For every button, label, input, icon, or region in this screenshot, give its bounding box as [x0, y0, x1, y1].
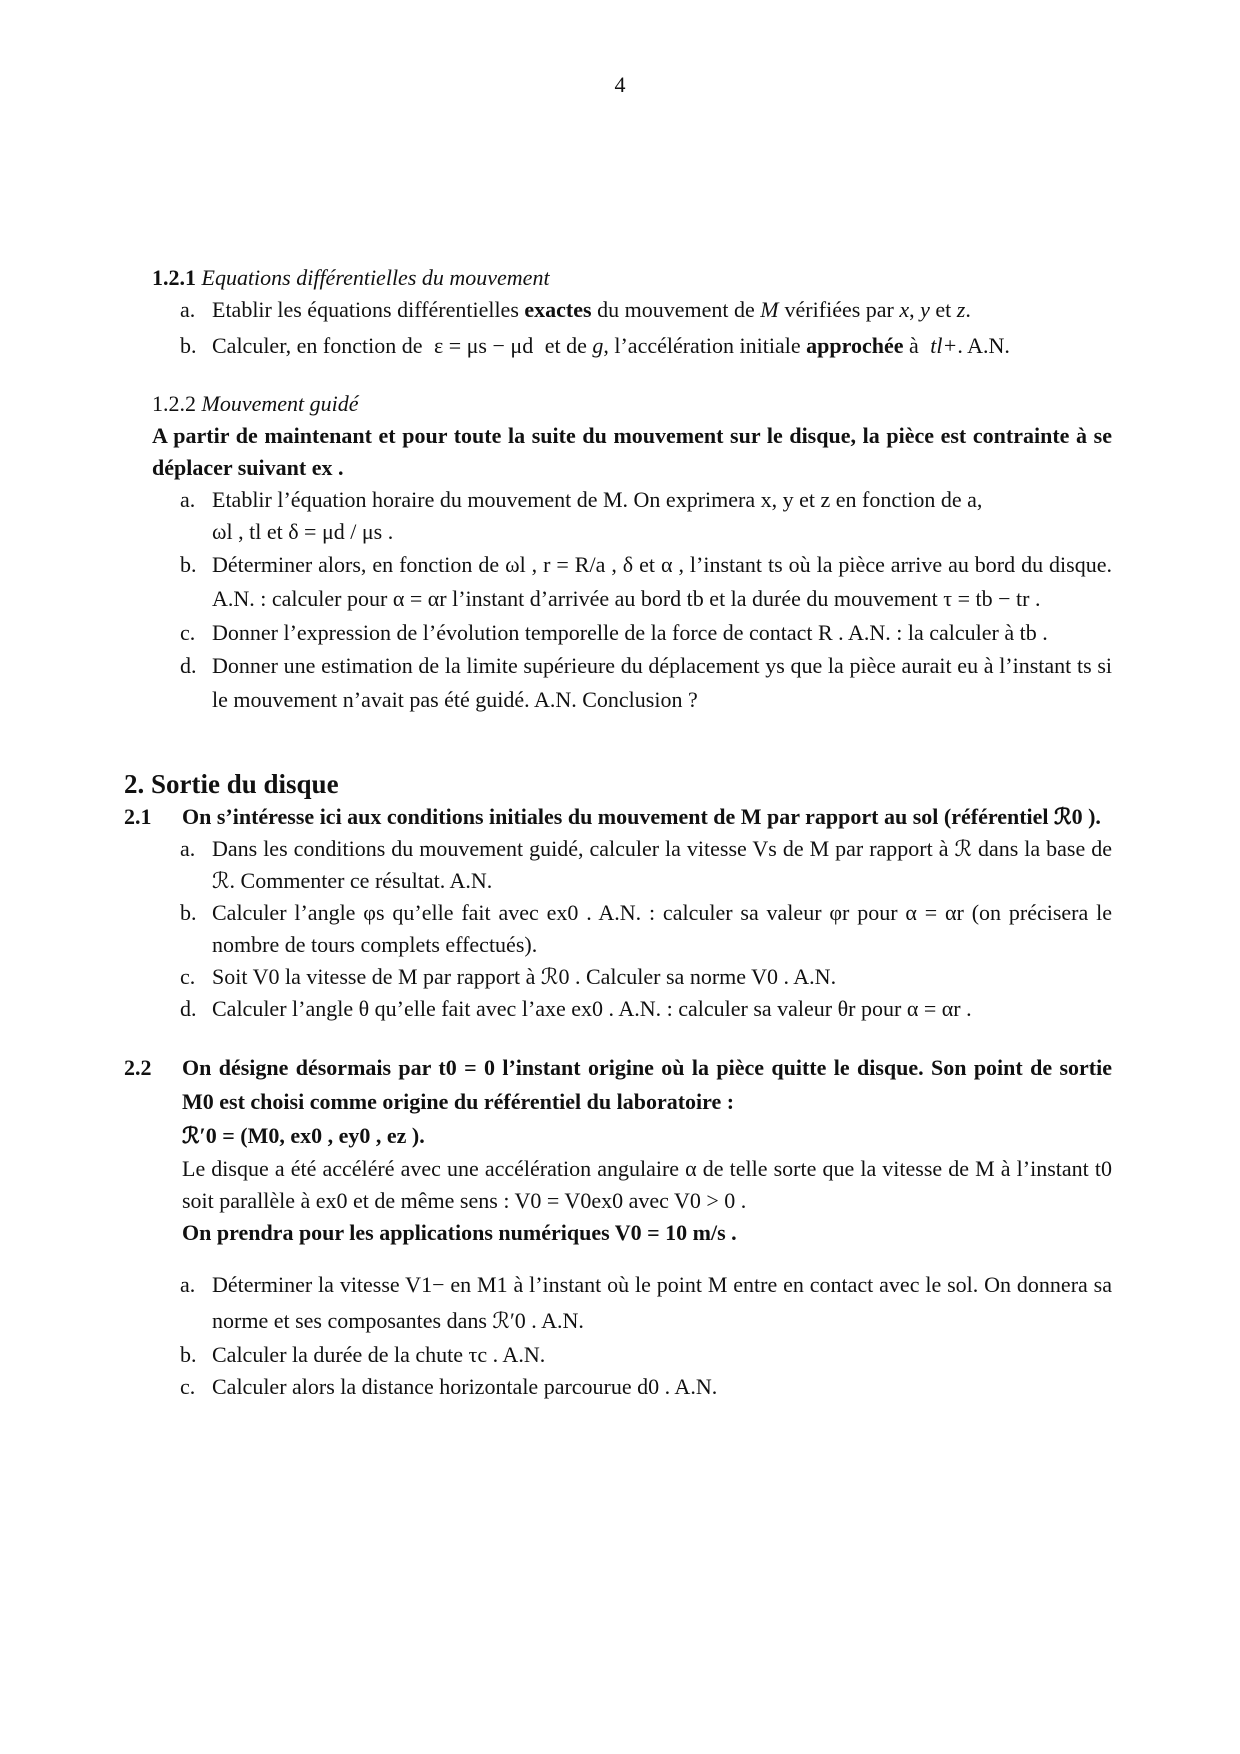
- item-label: c.: [180, 620, 196, 645]
- subsection-1-2-2-heading: [152, 388, 1112, 420]
- item-text: Calculer, en fonction de: [212, 333, 423, 358]
- question-1-2-2-d: [152, 649, 1112, 717]
- math-symbol: M: [760, 297, 779, 322]
- subsection-title: Equations différentielles du mouvement: [201, 265, 550, 290]
- subsection-2-1-heading: [124, 801, 1112, 833]
- question-2-2-a: [152, 1267, 1112, 1339]
- question-2-1-d: [152, 993, 1112, 1025]
- subsection-number: 2.1: [124, 804, 152, 829]
- item-label: b.: [180, 900, 197, 925]
- item-label: c.: [180, 964, 196, 989]
- question-1-2-2-c: [152, 616, 1112, 649]
- math-symbol: x: [899, 297, 910, 322]
- item-label: c.: [180, 1374, 196, 1399]
- item-text: Donner l’expression de l’évolution temporelle de la force de contact R . A.N. : la calculer à tb .: [212, 620, 1048, 645]
- item-text: et de: [544, 333, 587, 358]
- item-label: a.: [180, 297, 196, 322]
- subsection-title: On désigne désormais par t0 = 0 l’instant origine où la pièce quitte le disque. Son point de sortie M0 est choisi comme origine du référentiel du laboratoire :: [182, 1055, 1112, 1114]
- item-label: a.: [180, 1272, 196, 1297]
- section-2-heading: 2. Sortie du disque: [124, 769, 339, 799]
- question-1-2-1-a: a. Etablir les équations différentielles exactes du mouvement de M vérifiées par x, y et z.: [152, 294, 1112, 326]
- math-symbol: y: [920, 297, 930, 322]
- question-2-1-a: [152, 833, 1112, 897]
- math-vector: ex: [311, 455, 333, 480]
- question-1-2-2-a: [152, 484, 1112, 548]
- question-2-1-b: [152, 897, 1112, 961]
- item-text: . A.N.: [957, 333, 1010, 358]
- subsection-number: 2.2: [124, 1055, 152, 1080]
- question-1-2-1-b: [152, 330, 1112, 362]
- item-text: Dans les conditions du mouvement guidé, calculer la vitesse Vs de M par rapport à ℛ dans la base de ℛ. Commenter ce résultat. A.N.: [212, 836, 1112, 893]
- page-number: 4: [614, 72, 626, 97]
- item-text: du mouvement de: [597, 297, 755, 322]
- item-label: d.: [180, 653, 197, 678]
- math-expression: ℛ′0 = (M0, ex0 , ey0 , ez ).: [182, 1123, 425, 1148]
- subsection-number: 1.2.2: [152, 391, 196, 416]
- item-text: Déterminer alors, en fonction de ωl , r = R/a , δ et α , l’instant ts où la pièce arrive au bord du disque. A.N. : calculer pour α = αr l’instant d’arrivée au bord tb et la durée du mouvement τ = tb − tr .: [212, 552, 1112, 611]
- subsection-number: 1.2.1: [152, 265, 196, 290]
- subsection-title: Mouvement guidé: [201, 391, 359, 416]
- item-text: à: [909, 333, 919, 358]
- subsection-1-2-1-heading: [152, 262, 1112, 294]
- math-expression: tl+: [930, 333, 958, 358]
- math-symbol: z: [956, 297, 966, 322]
- intro-text: A partir de maintenant et pour toute la suite du mouvement sur le disque, la pièce est contrainte à se déplacer suivant: [152, 423, 1112, 480]
- item-text: Donner une estimation de la limite supérieure du déplacement ys que la pièce aurait eu à l’instant ts si le mouvement n’avait pas été guidé. A.N. Conclusion ?: [212, 653, 1112, 712]
- subsection-1-2-2-intro: A partir de maintenant et pour toute la suite du mouvement sur le disque, la pièce est contrainte à se déplacer suivant ex .: [152, 423, 1112, 480]
- item-label: a.: [180, 836, 196, 861]
- math-symbol: g: [592, 333, 604, 358]
- question-2-2-c: [152, 1371, 1112, 1403]
- item-text: , l’accélération initiale: [603, 333, 801, 358]
- emphasis: exactes: [524, 297, 592, 322]
- item-label: a.: [180, 487, 196, 512]
- item-text: vérifiées par: [784, 297, 894, 322]
- emphasis: approchée: [806, 333, 904, 358]
- subsection-2-2-heading: [124, 1051, 1112, 1153]
- item-text: Calculer l’angle θ qu’elle fait avec l’axe ex0 . A.N. : calculer sa valeur θr pour α = αr .: [212, 996, 972, 1021]
- item-text: Soit V0 la vitesse de M par rapport à ℛ0 . Calculer sa norme V0 . A.N.: [212, 964, 837, 989]
- item-text: Etablir l’équation horaire du mouvement de M. On exprimera x, y et z en fonction de a,: [212, 487, 983, 512]
- item-label: b.: [180, 1342, 197, 1367]
- item-text: ωl , tl et δ = μd / μs .: [212, 519, 394, 544]
- item-label: b.: [180, 552, 197, 577]
- math-expression: ε = μs − μd: [433, 333, 534, 358]
- subsection-title: On s’intéresse ici aux conditions initiales du mouvement de M par rapport au sol (référentiel ℛ0 ).: [182, 804, 1101, 829]
- question-2-2-b: [152, 1339, 1112, 1371]
- item-text: Etablir les équations différentielles: [212, 297, 519, 322]
- item-text: Calculer alors la distance horizontale parcourue d0 . A.N.: [212, 1374, 718, 1399]
- item-text: Déterminer la vitesse V1− en M1 à l’instant où le point M entre en contact avec le sol. On donnera sa norme et ses composantes dans ℛ′0 . A.N.: [212, 1272, 1112, 1333]
- item-text: Calculer l’angle φs qu’elle fait avec ex0 . A.N. : calculer sa valeur φr pour α = αr (on précisera le nombre de tours complets effectués).: [212, 900, 1112, 957]
- item-label: d.: [180, 996, 197, 1021]
- item-label: b.: [180, 333, 197, 358]
- subsection-2-2-paragraph: Le disque a été accéléré avec une accélération angulaire α de telle sorte que la vitesse de M à l’instant t0 soit parallèle à ex0 et de même sens : V0 = V0ex0 avec V0 > 0 .: [182, 1156, 1112, 1213]
- question-2-1-c: [152, 961, 1112, 993]
- question-1-2-2-b: [152, 548, 1112, 616]
- page-content: [124, 262, 1112, 1403]
- item-text: Calculer la durée de la chute τc . A.N.: [212, 1342, 546, 1367]
- subsection-2-2-numeric-note: On prendra pour les applications numériques V0 = 10 m/s .: [182, 1220, 737, 1245]
